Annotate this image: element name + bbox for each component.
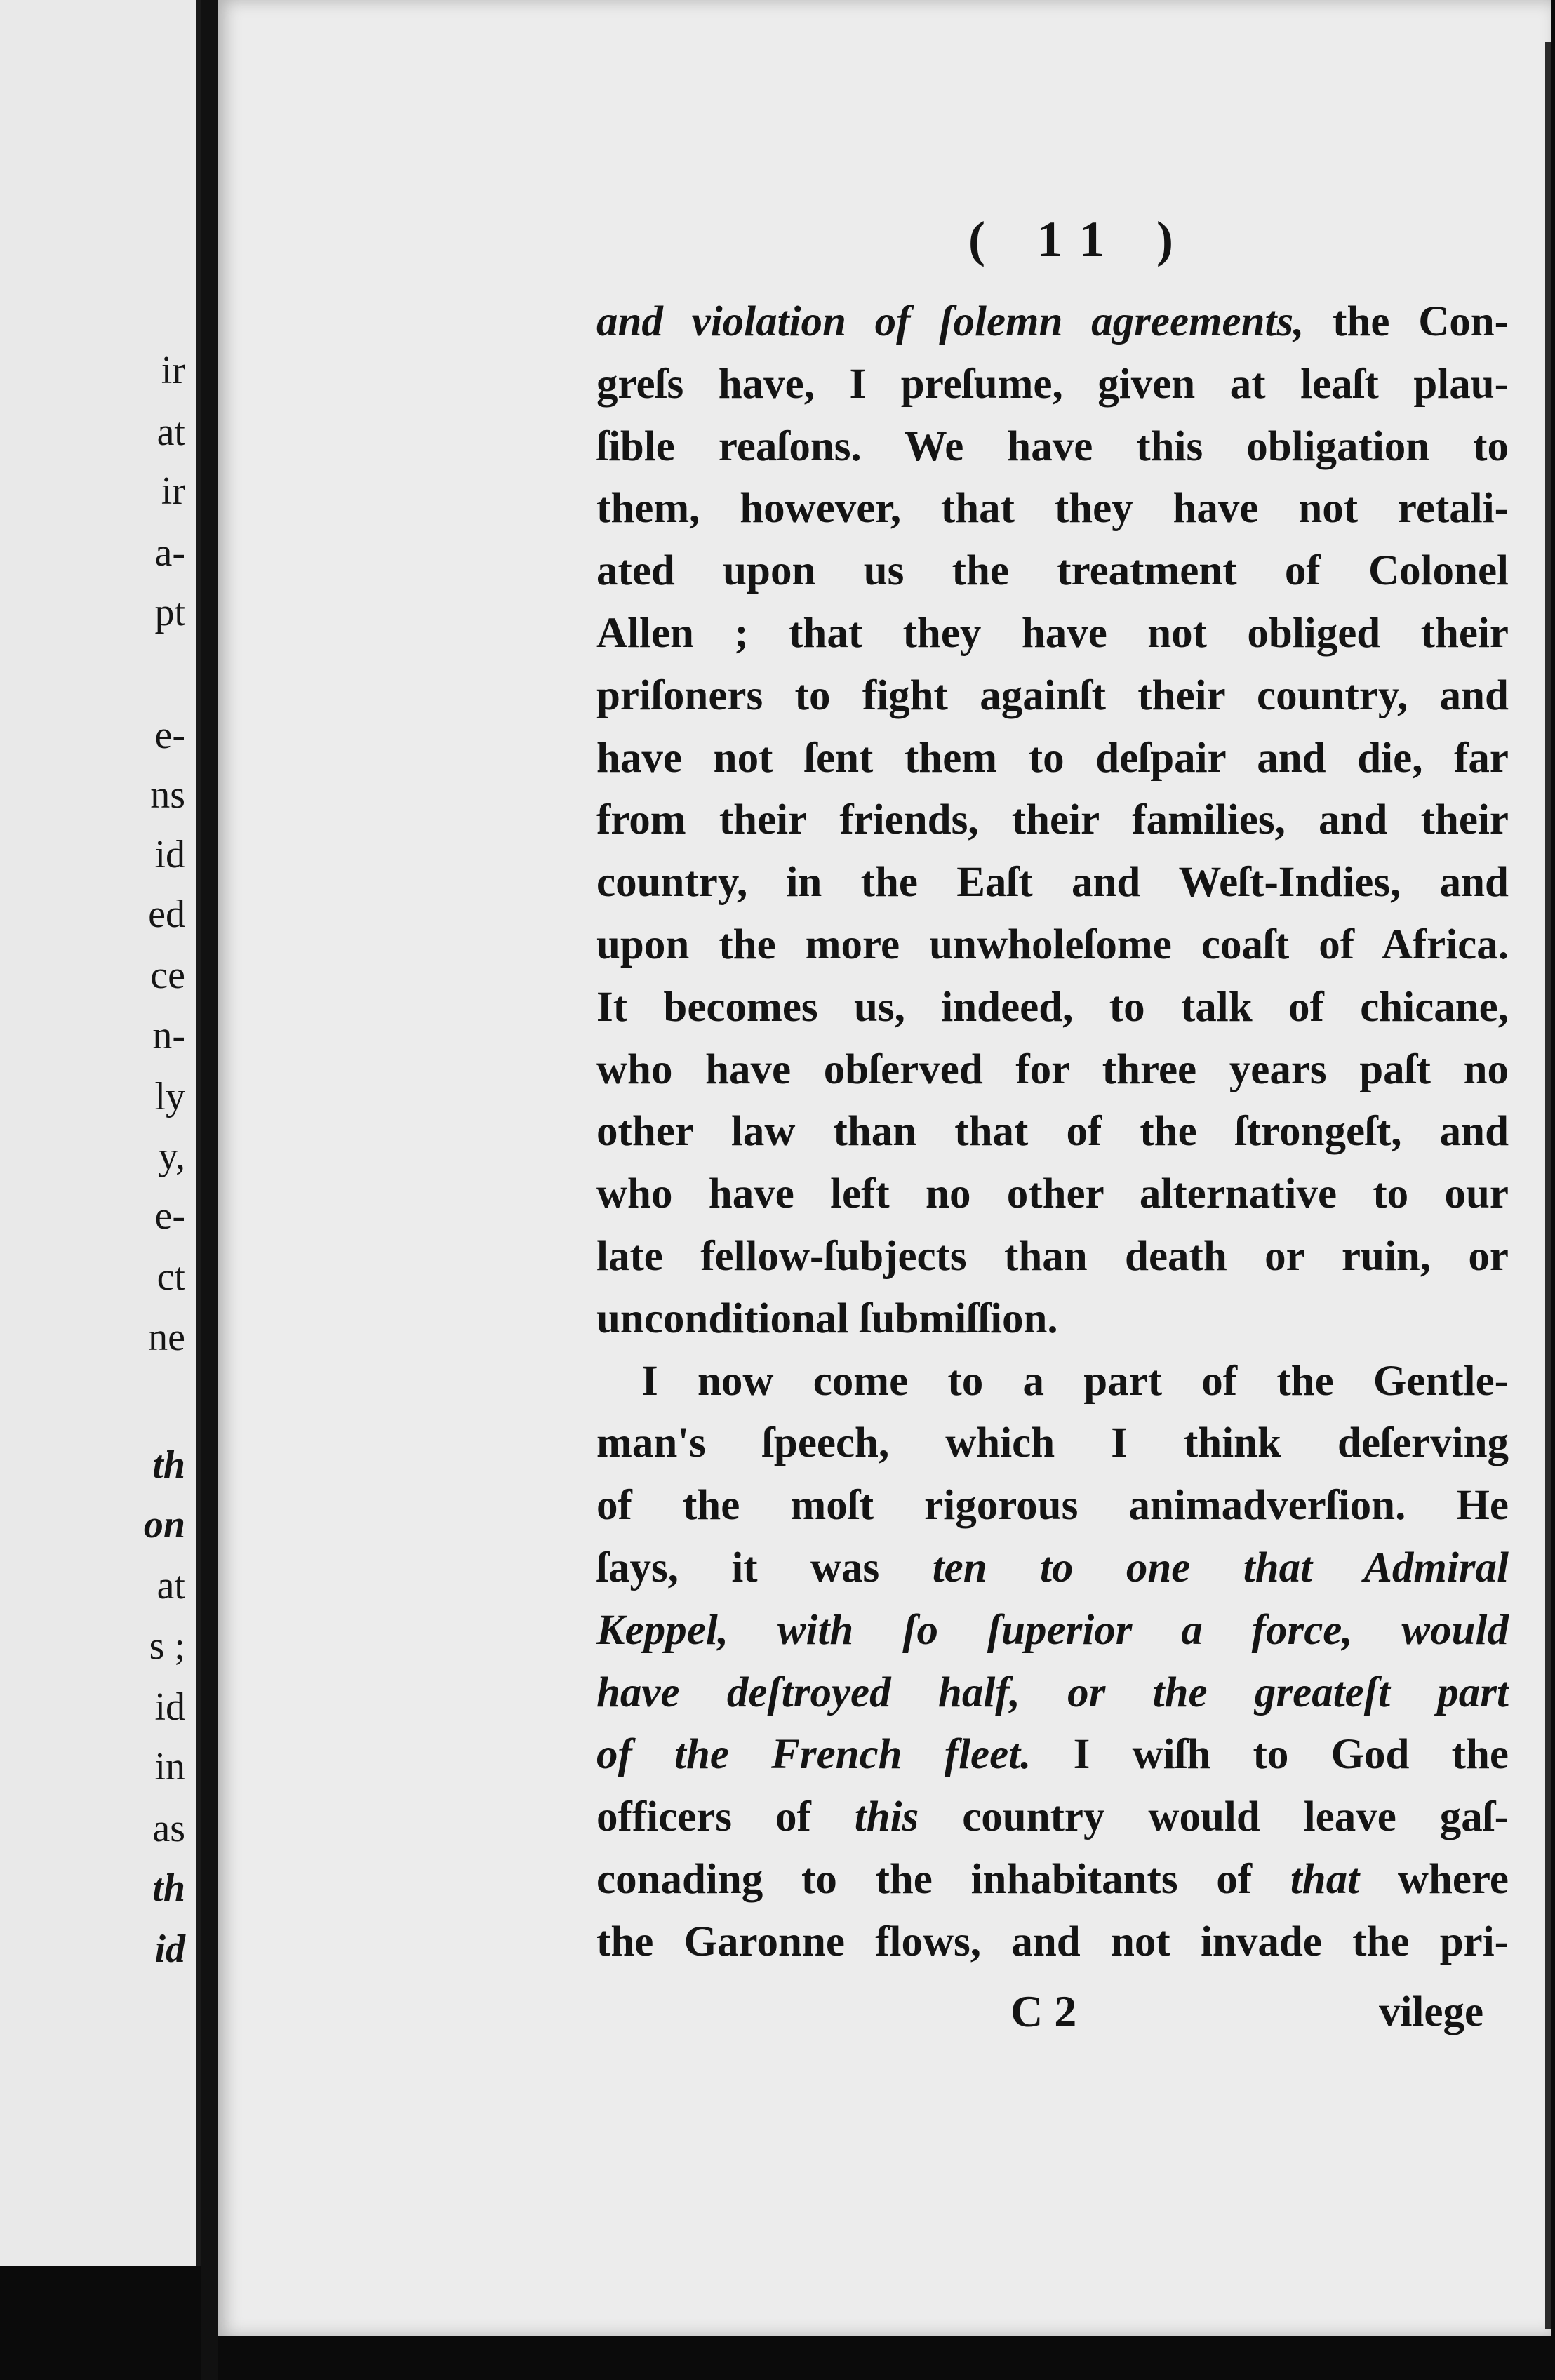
text-line <box>596 1600 1509 1662</box>
left-page-line: ct <box>156 1255 185 1299</box>
roman-text: priſoners to fight againſt their country, and <box>596 671 1509 719</box>
text-line <box>596 1163 1509 1226</box>
left-page-line: id <box>154 1685 185 1729</box>
roman-text: country, in the Eaſt and Weſt-Indies, and <box>596 859 1509 907</box>
roman-text: who have obſerved for three years paſt no <box>596 1045 1509 1093</box>
roman-text: have not ſent them to deſpair and die, far <box>596 734 1509 782</box>
left-page-line: ir <box>161 469 185 513</box>
catchword: vilege <box>1379 1988 1484 2035</box>
book-gutter <box>201 0 218 2380</box>
body-text <box>596 291 1509 1974</box>
text-line <box>596 603 1509 665</box>
roman-text: ſays, it was <box>596 1544 933 1591</box>
left-page-line: on <box>143 1503 185 1546</box>
left-page-line: id <box>154 1927 185 1971</box>
text-line <box>596 852 1509 914</box>
left-page-line: y, <box>158 1135 185 1178</box>
left-page-line: ly <box>154 1075 185 1118</box>
left-page-line: ce <box>150 954 185 997</box>
text-line <box>596 1101 1509 1163</box>
left-page-line: ed <box>148 893 185 936</box>
roman-text: unconditional ſubmiſſion. <box>596 1295 1058 1342</box>
text-line <box>596 354 1509 416</box>
roman-text: the Con- <box>1304 298 1509 345</box>
roman-text: I wiſh to God the <box>1031 1731 1509 1779</box>
italic-text: Keppel, with ſo ſuperior a force, would <box>596 1606 1509 1654</box>
roman-text: other law than that of the ſtrongeſt, and <box>596 1108 1509 1156</box>
text-line <box>596 1351 1509 1413</box>
text-line <box>596 1662 1509 1725</box>
text-line <box>596 1412 1509 1475</box>
left-page-line: pt <box>154 591 185 634</box>
roman-text: It becomes us, indeed, to talk of chicane, <box>596 983 1509 1031</box>
roman-text: upon the more unwholeſome coaſt of Africa. <box>596 921 1509 968</box>
text-line <box>596 728 1509 790</box>
text-line <box>596 1849 1509 1911</box>
signature-mark: C 2 <box>1010 1986 1077 2036</box>
text-line <box>596 977 1509 1039</box>
italic-text: of the French fleet. <box>596 1731 1032 1779</box>
roman-text: ſible reaſons. We have this obligation to <box>596 422 1509 470</box>
roman-text: officers of <box>596 1793 855 1841</box>
roman-text: the Garonne flows, and not invade the pri- <box>596 1918 1509 1965</box>
roman-text: greſs have, I preſume, given at leaſt plau- <box>596 360 1509 408</box>
roman-text: man's ſpeech, which I think deſerving <box>596 1419 1509 1467</box>
roman-text: them, however, that they have not retali- <box>596 485 1509 533</box>
left-page-line: a- <box>154 531 185 575</box>
text-line <box>596 1039 1509 1102</box>
left-page-line: in <box>154 1745 185 1789</box>
left-page-line: ns <box>150 773 185 817</box>
left-page-line: as <box>152 1807 185 1850</box>
left-page-line: at <box>156 1564 185 1607</box>
left-page-fragment <box>0 0 201 2266</box>
text-line <box>596 1288 1509 1351</box>
italic-text: ten to one that Admiral <box>932 1544 1509 1591</box>
roman-text: where <box>1359 1855 1509 1903</box>
left-page-line: th <box>152 1443 185 1487</box>
left-page-line: s ; <box>149 1624 185 1668</box>
italic-text: and violation of ſolemn agreements, <box>596 298 1304 345</box>
text-line <box>596 1911 1509 1974</box>
left-page-line: e- <box>154 1194 185 1238</box>
roman-text: conading to the inhabitants of <box>596 1855 1290 1903</box>
text-line <box>596 1475 1509 1537</box>
page <box>218 0 1551 2336</box>
text-line <box>596 1786 1509 1849</box>
italic-text: this <box>854 1793 919 1841</box>
text-line <box>596 665 1509 728</box>
text-line <box>596 416 1509 479</box>
text-line <box>596 1537 1509 1600</box>
roman-text: Allen ; that they have not obliged their <box>596 609 1509 657</box>
text-line <box>596 291 1509 354</box>
text-line <box>596 789 1509 852</box>
roman-text: who have left no other alternative to our <box>596 1170 1509 1218</box>
italic-text: that <box>1290 1855 1360 1903</box>
text-line <box>596 1724 1509 1786</box>
roman-text: from their friends, their families, and their <box>596 796 1509 844</box>
text-line <box>596 540 1509 603</box>
text-line <box>596 1226 1509 1288</box>
left-page-line: id <box>154 833 185 876</box>
page-edge <box>1545 42 1551 2329</box>
left-page-line: at <box>156 410 185 454</box>
left-page-line: ne <box>148 1316 185 1359</box>
page-number: ( 11 ) <box>968 211 1193 267</box>
text-line <box>596 914 1509 977</box>
roman-text: I now come to a part of the Gentle- <box>641 1357 1509 1405</box>
roman-text: of the moſt rigorous animadverſion. He <box>596 1482 1509 1530</box>
left-page-line: e- <box>154 714 185 757</box>
roman-text: late fellow-ſubjects than death or ruin, or <box>596 1232 1509 1280</box>
left-page-line: n- <box>152 1014 185 1057</box>
left-page-line: th <box>152 1866 185 1910</box>
text-line <box>596 478 1509 540</box>
roman-text: country would leave gaſ- <box>919 1793 1509 1841</box>
roman-text: ated upon us the treatment of Colonel <box>596 547 1509 595</box>
left-page-line: ir <box>161 349 185 392</box>
italic-text: have deſtroyed half, or the greateſt part <box>596 1669 1509 1716</box>
